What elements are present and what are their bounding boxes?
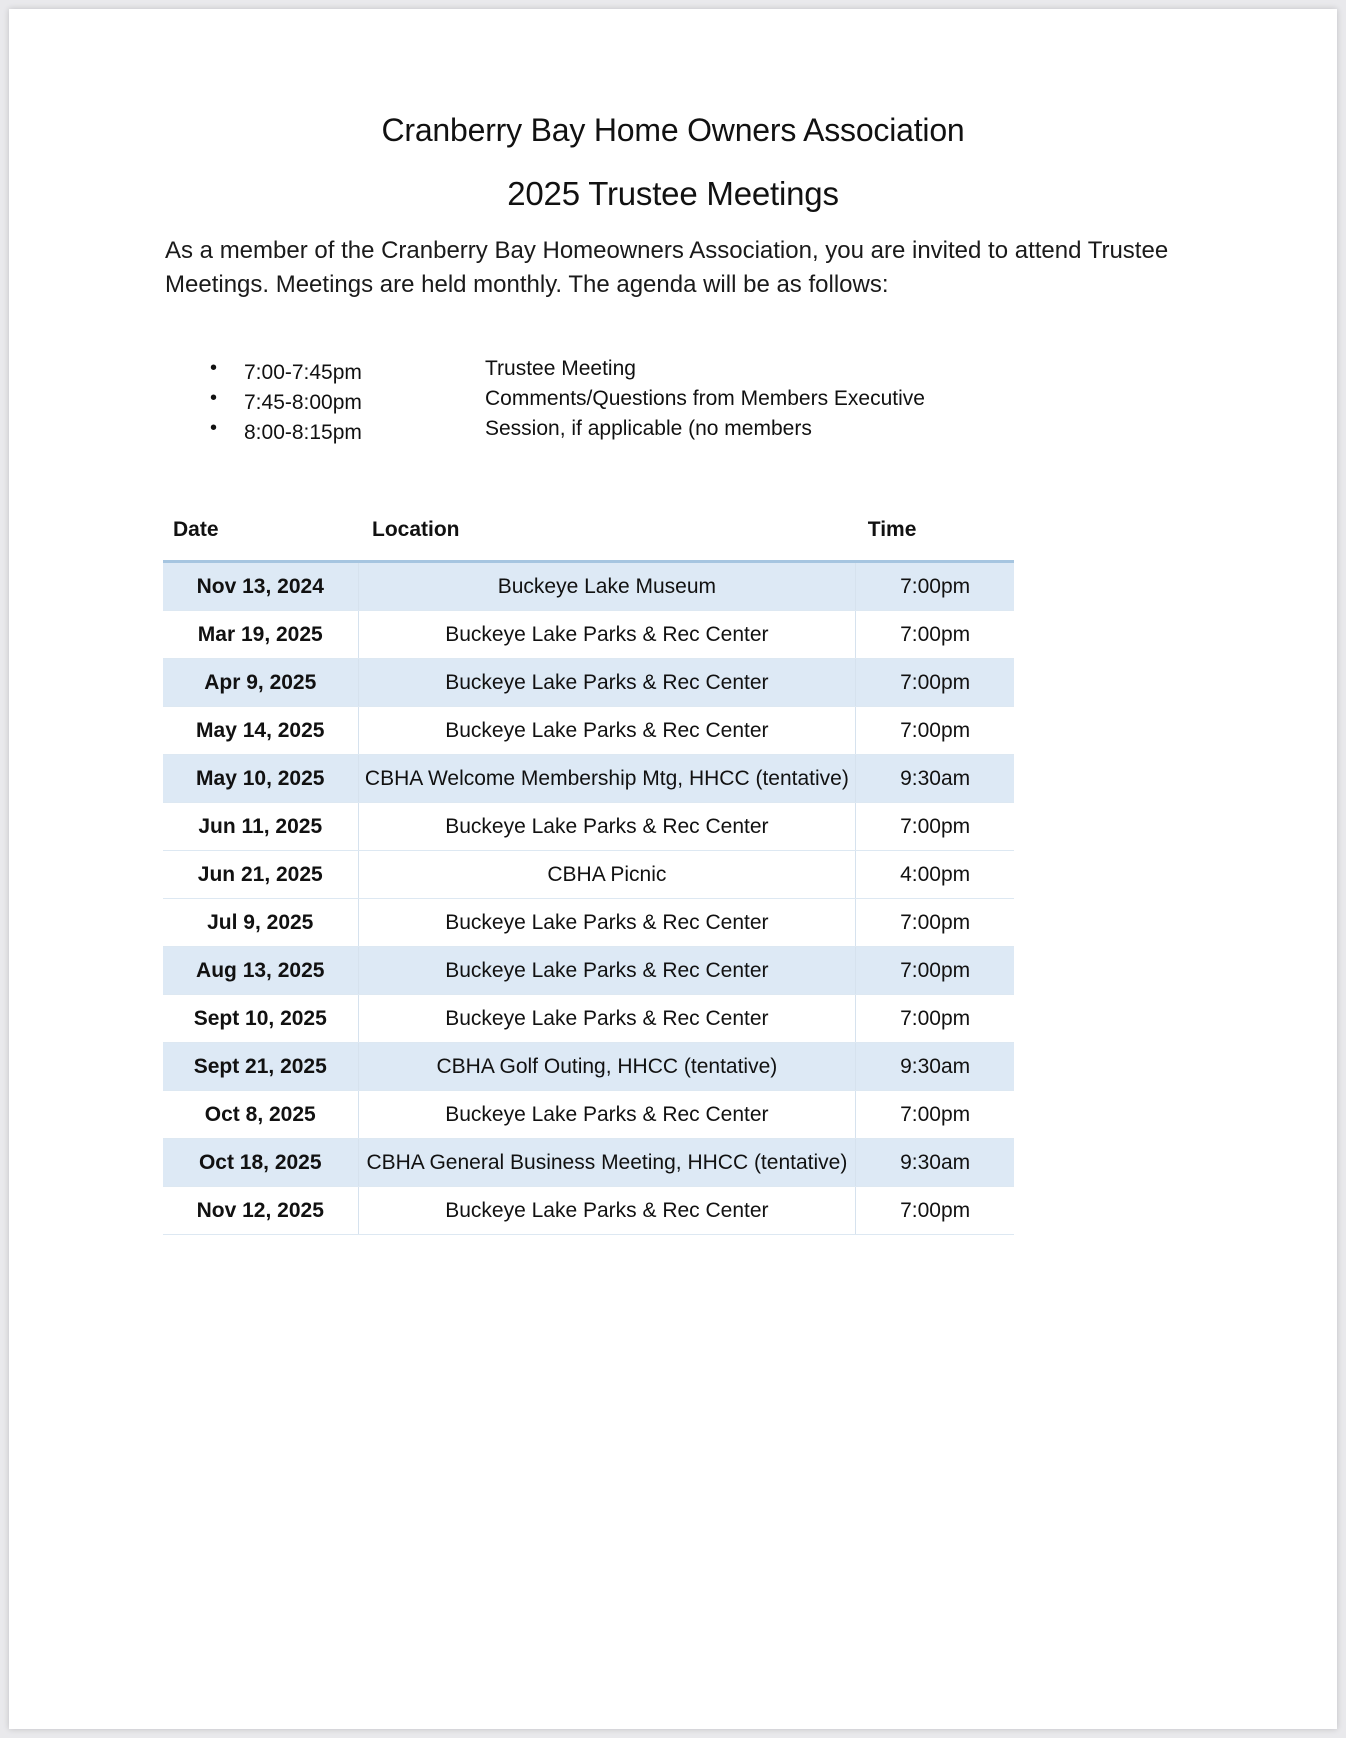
agenda-list <box>210 357 1010 447</box>
meeting-location: Buckeye Lake Parks & Rec Center <box>358 611 856 659</box>
table-row <box>163 995 1014 1043</box>
agenda-item <box>210 417 1010 447</box>
agenda-text: Session, if applicable (no members <box>485 417 812 440</box>
agenda-time: 7:00-7:45pm <box>244 361 362 384</box>
meeting-time: 7:00pm <box>856 803 1014 851</box>
meeting-location: Buckeye Lake Parks & Rec Center <box>358 947 856 995</box>
table-row <box>163 659 1014 707</box>
agenda-text: Comments/Questions from Members Executive <box>485 387 925 410</box>
agenda-item <box>210 357 1010 387</box>
table-row <box>163 1139 1014 1187</box>
meeting-location: Buckeye Lake Parks & Rec Center <box>358 899 856 947</box>
meeting-time: 7:00pm <box>856 899 1014 947</box>
bullet-icon: • <box>210 387 218 409</box>
table-row <box>163 1091 1014 1139</box>
meeting-date: Sept 21, 2025 <box>163 1043 358 1091</box>
meeting-date: Jul 9, 2025 <box>163 899 358 947</box>
table-row <box>163 562 1014 611</box>
table-row <box>163 803 1014 851</box>
meeting-location: Buckeye Lake Parks & Rec Center <box>358 995 856 1043</box>
meeting-time: 7:00pm <box>856 562 1014 611</box>
meeting-date: Apr 9, 2025 <box>163 659 358 707</box>
column-header-location: Location <box>358 500 856 562</box>
agenda-text: Trustee Meeting <box>485 357 636 380</box>
meeting-time: 7:00pm <box>856 659 1014 707</box>
meeting-date: May 10, 2025 <box>163 755 358 803</box>
meeting-date: Oct 18, 2025 <box>163 1139 358 1187</box>
meeting-date: Jun 11, 2025 <box>163 803 358 851</box>
document-title: Cranberry Bay Home Owners Association <box>381 112 965 148</box>
meeting-location: Buckeye Lake Parks & Rec Center <box>358 1187 856 1235</box>
agenda-item <box>210 387 1010 417</box>
bullet-icon: • <box>210 357 218 379</box>
meeting-location: Buckeye Lake Parks & Rec Center <box>358 803 856 851</box>
meeting-time: 7:00pm <box>856 995 1014 1043</box>
table-row <box>163 899 1014 947</box>
meeting-time: 4:00pm <box>856 851 1014 899</box>
meeting-time: 7:00pm <box>856 947 1014 995</box>
table-row <box>163 947 1014 995</box>
meeting-time: 9:30am <box>856 1043 1014 1091</box>
table-row <box>163 1043 1014 1091</box>
meeting-time: 9:30am <box>856 755 1014 803</box>
meeting-date: May 14, 2025 <box>163 707 358 755</box>
agenda-time: 8:00-8:15pm <box>244 421 362 444</box>
document-subtitle: 2025 Trustee Meetings <box>507 175 839 212</box>
meeting-time: 7:00pm <box>856 1091 1014 1139</box>
meeting-date: Mar 19, 2025 <box>163 611 358 659</box>
meeting-time: 7:00pm <box>856 611 1014 659</box>
meeting-date: Oct 8, 2025 <box>163 1091 358 1139</box>
meeting-time: 7:00pm <box>856 1187 1014 1235</box>
meeting-location: CBHA Picnic <box>358 851 856 899</box>
table-row <box>163 851 1014 899</box>
column-header-time: Time <box>856 500 1014 562</box>
meeting-date: Sept 10, 2025 <box>163 995 358 1043</box>
meeting-date: Nov 13, 2024 <box>163 562 358 611</box>
meeting-location: CBHA General Business Meeting, HHCC (tentative) <box>358 1139 856 1187</box>
table-row <box>163 611 1014 659</box>
meeting-schedule-table <box>163 500 1014 1235</box>
meeting-location: CBHA Welcome Membership Mtg, HHCC (tentative) <box>358 755 856 803</box>
meeting-location: CBHA Golf Outing, HHCC (tentative) <box>358 1043 856 1091</box>
meeting-date: Aug 13, 2025 <box>163 947 358 995</box>
meeting-location: Buckeye Lake Parks & Rec Center <box>358 659 856 707</box>
meeting-time: 9:30am <box>856 1139 1014 1187</box>
bullet-icon: • <box>210 417 218 439</box>
meeting-date: Nov 12, 2025 <box>163 1187 358 1235</box>
table-row <box>163 755 1014 803</box>
meeting-location: Buckeye Lake Parks & Rec Center <box>358 1091 856 1139</box>
table-header-row <box>163 500 1014 562</box>
meeting-time: 7:00pm <box>856 707 1014 755</box>
meeting-location: Buckeye Lake Museum <box>358 562 856 611</box>
intro-paragraph: As a member of the Cranberry Bay Homeowners Association, you are invited to attend Trustee Meetings. Meetings are held monthly. The agenda will be as follows: <box>165 237 1169 298</box>
agenda-time: 7:45-8:00pm <box>244 391 362 414</box>
column-header-date: Date <box>163 500 358 562</box>
meeting-date: Jun 21, 2025 <box>163 851 358 899</box>
table-row <box>163 707 1014 755</box>
table-row <box>163 1187 1014 1235</box>
meeting-location: Buckeye Lake Parks & Rec Center <box>358 707 856 755</box>
